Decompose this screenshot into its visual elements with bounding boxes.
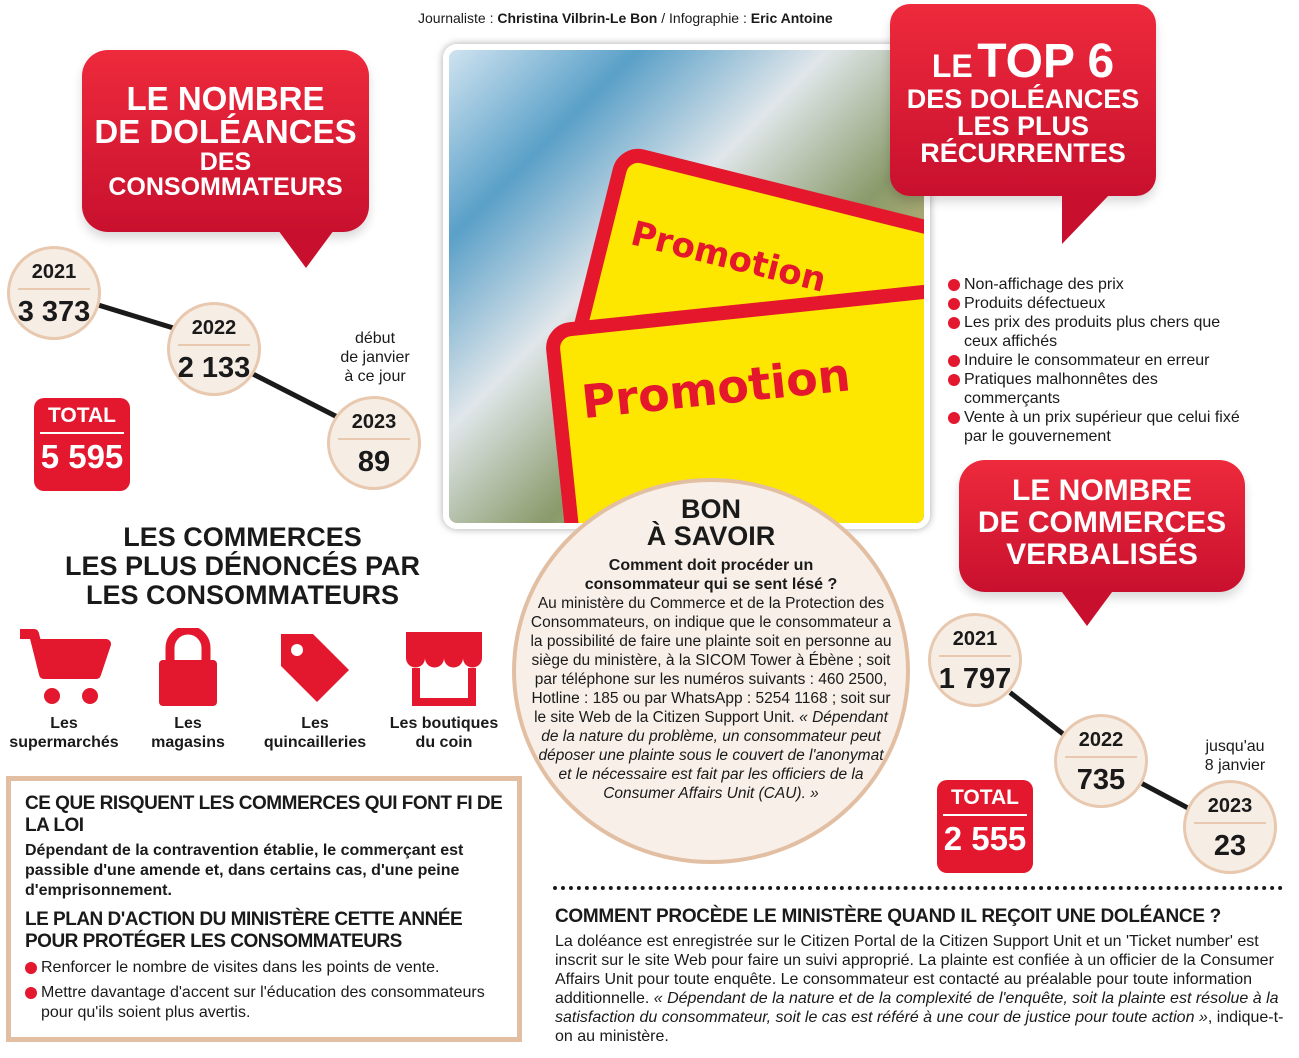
total-badge: [34, 398, 130, 491]
bullet-icon: [25, 962, 37, 974]
title-line: DE DOLÉANCES: [94, 113, 357, 150]
text: VERBALISÉS: [1006, 538, 1198, 571]
title: À SAVOIR: [646, 521, 776, 551]
list-item: [25, 983, 503, 1023]
bullet-icon: [948, 317, 960, 329]
text: Induire le consommateur en erreur: [964, 352, 1210, 369]
period-note: [330, 329, 420, 386]
text: Renforcer le nombre de visites dans les points de vente.: [41, 959, 440, 976]
year-circle-2022: [167, 302, 261, 396]
value: 2 133: [177, 352, 251, 384]
bubble-pointer: [1059, 588, 1115, 626]
text: LES CONSOMMATEURS: [85, 580, 399, 610]
value: 3 373: [17, 296, 91, 328]
promotion-photo: [443, 44, 930, 529]
shop-boutiques: [384, 628, 504, 752]
text: 735: [1076, 764, 1126, 796]
card-text: Promotion: [579, 347, 853, 430]
title-le: LE: [931, 48, 973, 84]
body: [516, 594, 906, 803]
list-item: [948, 294, 1258, 313]
note-line: à ce jour: [344, 368, 406, 385]
infographer: Eric Antoine: [750, 10, 833, 26]
text: Les boutiques: [389, 715, 499, 732]
text: « Dépendant de la nature du problème, un consommateur peut déposer une plainte sous le couvert de l'anonymat et le nécessaire est fait par les officiers de la Consumer Affairs Unit (CAU). »: [538, 709, 888, 802]
title-line: DES: [199, 148, 252, 176]
verbalises-title-bubble: [959, 460, 1245, 592]
bon-a-savoir-circle: [512, 478, 910, 864]
question: Comment doit procéder un consommateur qui se sent lésé ?: [584, 557, 838, 593]
label: Journaliste :: [418, 10, 494, 26]
text: magasins: [151, 734, 225, 751]
heading: LE PLAN D'ACTION DU MINISTÈRE CETTE ANNÉE POUR PROTÉGER LES CONSOMMATEURS: [25, 909, 463, 952]
list-item: [948, 351, 1258, 370]
text: LES COMMERCES: [123, 522, 362, 552]
note-line: de janvier: [340, 349, 410, 366]
text: Les: [174, 715, 202, 732]
list-item: [25, 958, 503, 978]
top6-list: [948, 275, 1258, 446]
bubble-pointer: [1062, 194, 1110, 244]
text: Les: [50, 715, 78, 732]
text: 1 797: [938, 663, 1012, 695]
text: Au ministère du Commerce et de la Protection des Consommateurs, on indique que le consommateur a la possibilité de faire une plainte soit en personne au siège du ministère, à la SICOM Tower à Ébène ; soit par téléphone sur les numéros suivants : 460 2500, Hotline : 185 ou par WhatsApp : 5254 1168 ; soit sur le site Web de la Citizen Support Unit.: [530, 595, 892, 726]
text: Les prix des produits plus chers que ceux affichés: [964, 314, 1221, 350]
title: BON: [681, 494, 741, 524]
paragraph: Dépendant de la contravention établie, le commerçant est passible d'une amende et, dans certains cas, d'une peine d'emprisonnement.: [25, 842, 464, 899]
text: supermarchés: [9, 734, 119, 751]
bubble-pointer: [278, 230, 334, 268]
comment-section: [555, 906, 1285, 1046]
total-value: 5 595: [40, 438, 124, 475]
text: « Dépendant de la nature et de la complexité de l'enquête, soit la plainte est résolue à la satisfaction du consommateur, soit le cas est référé à une cour de justice pour toute action »: [555, 990, 1279, 1026]
text: 23: [1213, 830, 1247, 862]
year-circle-2023: [327, 396, 421, 490]
year-circle-2021: [7, 246, 101, 340]
text: du coin: [415, 734, 473, 751]
year: 2021: [18, 261, 90, 290]
label: Infographie :: [669, 10, 747, 26]
text: LES PLUS DÉNONCÉS PAR: [64, 551, 421, 581]
text: quincailleries: [263, 734, 367, 751]
top6-title-bubble: [890, 4, 1156, 196]
commerces-heading: [40, 523, 445, 610]
list-item: [948, 275, 1258, 294]
storefront-icon: [402, 628, 486, 708]
title-line: DES DOLÉANCES: [906, 84, 1140, 114]
credits: [418, 10, 833, 26]
text: 2023: [1194, 795, 1266, 824]
note-line: début: [354, 330, 396, 347]
text: Vente à un prix supérieur que celui fixé par le gouvernement: [964, 409, 1240, 445]
heading: CE QUE RISQUENT LES COMMERCES QUI FONT FI DE LA LOI: [25, 793, 503, 836]
year: 2023: [338, 411, 410, 440]
text: LE NOMBRE: [1012, 474, 1192, 507]
bullet-icon: [25, 987, 37, 999]
bullet-icon: [948, 355, 960, 367]
total-badge: [937, 780, 1033, 873]
list-item: [948, 313, 1258, 351]
text: La doléance est enregistrée sur le Citizen Portal de la Citizen Support Unit et un 'Ticket number' est inscrit sur le site Web pour faire un suivi approprié. La plainte est confiée à un officier de la Consumer Affairs Unit pour toute enquête. Le consommateur est contacté au préalable pour toute information additionnelle.: [555, 933, 1274, 1007]
title-line: CONSOMMATEURS: [108, 173, 343, 201]
bullet-icon: [948, 279, 960, 291]
year-circle-2022: [1054, 714, 1148, 808]
list-item: [948, 370, 1258, 408]
trend-line: [249, 370, 340, 420]
text: Pratiques malhonnêtes des commerçants: [964, 371, 1158, 407]
text: , indique-t-on au ministère.: [555, 1009, 1284, 1045]
divider: [553, 886, 1283, 890]
text: TOTAL: [943, 780, 1027, 816]
bullet-icon: [948, 374, 960, 386]
text: Non-affichage des prix: [964, 276, 1124, 293]
risques-box: [6, 776, 522, 1042]
separator: /: [661, 10, 666, 26]
doleances-title-bubble: [82, 50, 369, 232]
text: 2021: [939, 628, 1011, 657]
text: DE COMMERCES: [977, 506, 1227, 539]
text: 2022: [1065, 729, 1137, 758]
period-note: [1190, 737, 1280, 775]
lock-icon: [153, 628, 223, 708]
tag-icon: [275, 628, 355, 708]
year-circle-2021: [928, 613, 1022, 707]
year-circle-2023: [1183, 780, 1277, 874]
text: Produits défectueux: [964, 295, 1106, 312]
title-line: LE NOMBRE: [126, 80, 325, 117]
title-line: LES PLUS: [956, 111, 1090, 141]
cart-icon: [16, 628, 112, 708]
text: 8 janvier: [1204, 757, 1266, 774]
journalist: Christina Vilbrin-Le Bon: [497, 10, 658, 26]
text: jusqu'au: [1205, 738, 1265, 755]
value: 89: [357, 446, 391, 478]
paragraph: [555, 932, 1285, 1046]
text: Les: [301, 715, 329, 732]
text: Mettre davantage d'accent sur l'éducation des consommateurs pour qu'ils soient plus avertis.: [41, 984, 485, 1021]
title-top: TOP 6: [977, 35, 1115, 88]
list-item: [948, 408, 1258, 446]
bullet-icon: [948, 298, 960, 310]
year: 2022: [178, 317, 250, 346]
text: 2 555: [943, 820, 1027, 857]
shop-supermarches: [4, 628, 124, 752]
heading: COMMENT PROCÈDE LE MINISTÈRE QUAND IL REÇOIT UNE DOLÉANCE ?: [555, 906, 1221, 927]
shop-quincailleries: [255, 628, 375, 752]
shop-magasins: [128, 628, 248, 752]
total-label: TOTAL: [40, 398, 124, 434]
title-line: RÉCURRENTES: [920, 138, 1126, 168]
card-text: Promotion: [626, 213, 831, 301]
action-list: [25, 958, 503, 1023]
bullet-icon: [948, 412, 960, 424]
